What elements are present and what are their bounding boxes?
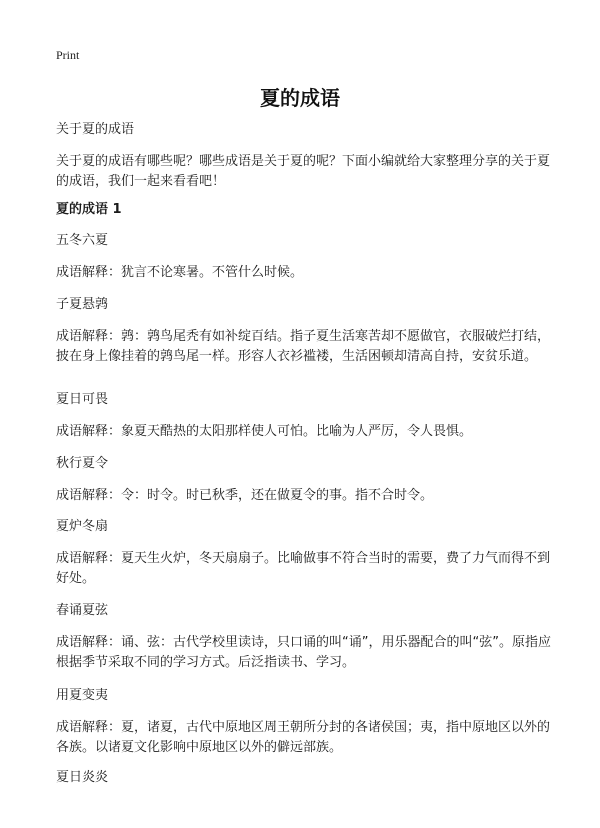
idiom-title: 子夏悬鹑 bbox=[56, 297, 109, 312]
idiom-explanation: 成语解释：令：时令。时已秋季，还在做夏令的事。指不合时令。 bbox=[56, 488, 434, 503]
idiom-explanation: 成语解释：夏，诸夏，古代中原地区周王朝所分封的各诸侯国；夷，指中原地区以外的各族。以诸夏文化影响中原地区以外的僻远部族。 bbox=[56, 720, 551, 755]
idiom-title: 夏炉冬扇 bbox=[56, 519, 109, 534]
idiom-explanation: 成语解释：鹑：鹑鸟尾秃有如补绽百结。指子夏生活寒苦却不愿做官，衣服破烂打结，披在身上像挂着的鹑鸟尾一样。形容人衣衫褴褛，生活困顿却清高自持，安贫乐道。 bbox=[56, 329, 551, 364]
idiom-explanation: 成语解释：夏天生火炉，冬天扇扇子。比喻做事不符合当时的需要，费了力气而得不到好处。 bbox=[56, 551, 551, 586]
document-subtitle: 关于夏的成语 bbox=[56, 122, 135, 137]
idiom-explanation: 成语解释：犹言不论寒暑。不管什么时候。 bbox=[56, 265, 304, 280]
idiom-title: 夏日可畏 bbox=[56, 392, 109, 407]
document-title: 夏的成语 bbox=[260, 86, 340, 110]
section-heading: 夏的成语 1 bbox=[56, 202, 122, 217]
idiom-explanation: 成语解释：象夏天酷热的太阳那样使人可怕。比喻为人严厉，令人畏惧。 bbox=[56, 424, 473, 439]
idiom-title: 夏日炎炎 bbox=[56, 770, 109, 785]
print-label[interactable]: Print bbox=[56, 48, 80, 62]
idiom-title: 秋行夏令 bbox=[56, 456, 109, 471]
idiom-title: 五冬六夏 bbox=[56, 233, 109, 248]
idiom-explanation: 成语解释：诵、弦：古代学校里读诗，只口诵的叫“诵”，用乐器配合的叫“弦”。原指应根据季节采取不同的学习方式。后泛指读书、学习。 bbox=[56, 635, 551, 670]
idiom-title: 用夏变夷 bbox=[56, 688, 109, 703]
intro-paragraph: 关于夏的成语有哪些呢？哪些成语是关于夏的呢？下面小编就给大家整理分享的关于夏的成语，我们一起来看看吧！ bbox=[56, 154, 551, 189]
idiom-title: 春诵夏弦 bbox=[56, 603, 109, 618]
